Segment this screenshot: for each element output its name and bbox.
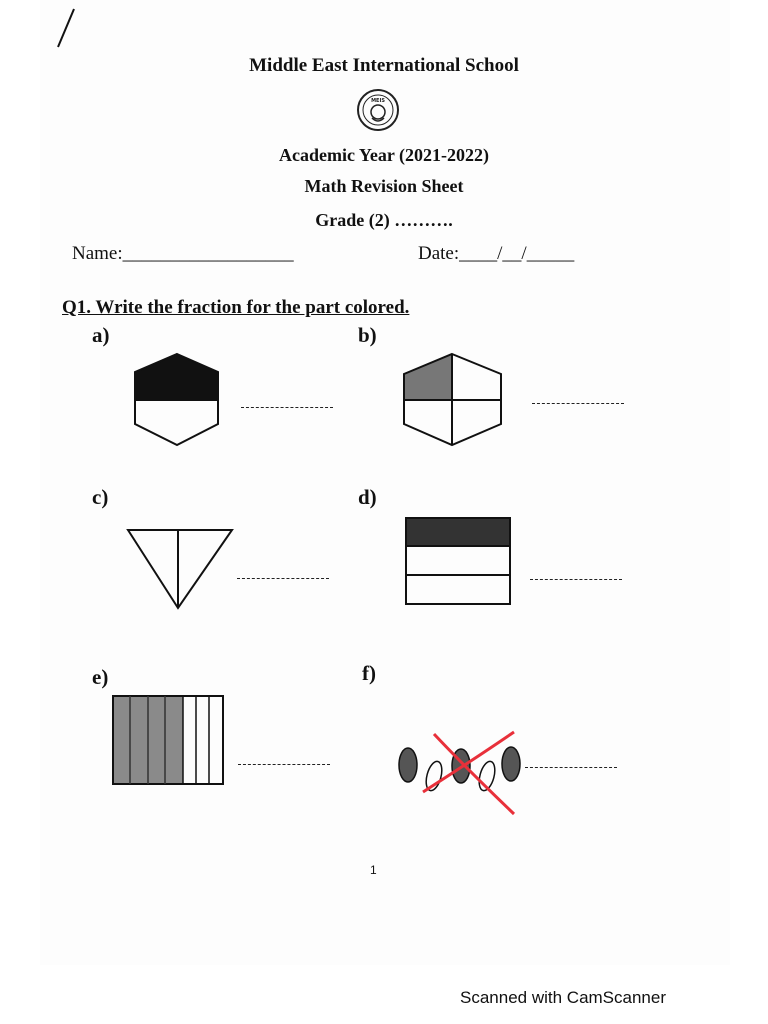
scanner-footer: Scanned with CamScanner — [460, 988, 667, 1007]
figure-f-ovals — [396, 728, 536, 818]
academic-year: Academic Year (2021-2022) — [279, 145, 489, 165]
name-blank[interactable]: __________________ — [122, 243, 294, 264]
date-blank[interactable]: ____/__/_____ — [459, 243, 575, 264]
date-label: Date: — [418, 243, 460, 264]
answer-line-c[interactable] — [237, 578, 329, 579]
answer-line-b[interactable] — [532, 403, 624, 404]
question-heading: Q1. Write the fraction for the part colored. — [62, 297, 410, 318]
answer-line-a[interactable] — [241, 407, 333, 408]
date-field[interactable] — [418, 243, 574, 265]
school-name: Middle East International School — [249, 55, 519, 76]
figure-e-rectangle-strips — [113, 696, 228, 788]
answer-line-f[interactable] — [525, 767, 617, 768]
figure-d-rectangle-thirds — [406, 518, 516, 608]
page-number: 1 — [370, 863, 377, 877]
name-field[interactable] — [72, 243, 294, 265]
item-label-d: d) — [358, 485, 377, 509]
item-label-b: b) — [358, 323, 377, 347]
school-logo-icon — [356, 88, 400, 132]
sheet-title: Math Revision Sheet — [304, 176, 464, 196]
figure-a-hexagon-half — [135, 352, 235, 452]
grade-line: Grade (2) ………. — [315, 210, 453, 230]
figure-c-triangle-halves — [126, 528, 236, 618]
item-label-a: a) — [92, 323, 110, 347]
figure-b-hexagon-quarters — [404, 352, 514, 452]
name-label: Name: — [72, 243, 123, 264]
item-label-c: c) — [92, 485, 109, 509]
red-cross-mark — [434, 734, 514, 814]
item-label-e: e) — [92, 665, 109, 689]
item-label-f: f) — [362, 661, 376, 685]
answer-line-d[interactable] — [530, 579, 622, 580]
answer-line-e[interactable] — [238, 764, 330, 765]
logo-text: MEIS — [371, 98, 385, 104]
